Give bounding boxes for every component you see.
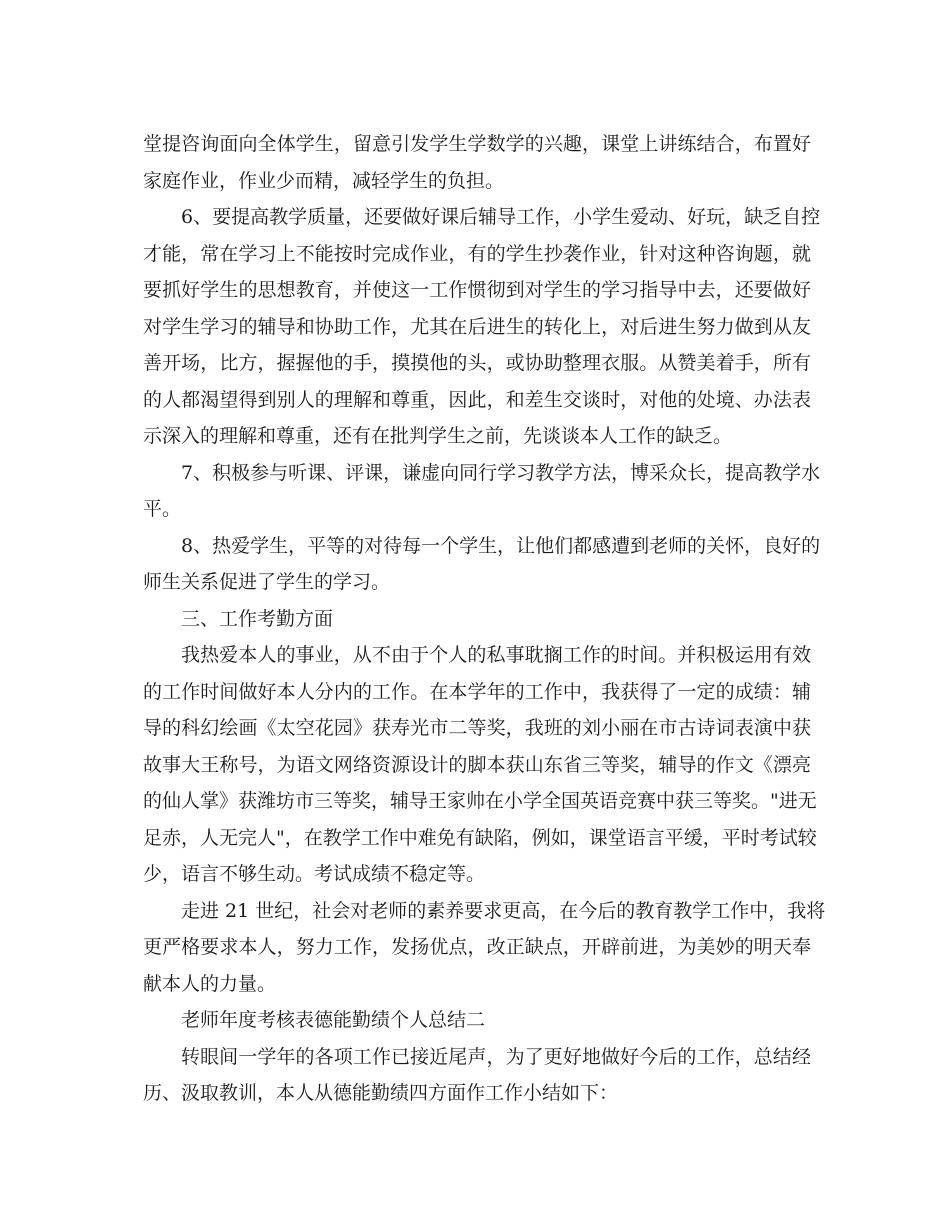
text-line: 善开场，比方，握握他的手，摸摸他的头，或协助整理衣服。从赞美着手，所有 — [143, 352, 811, 374]
text-line: 要抓好学生的思想教育，并使这一工作惯彻到对学生的学习指导中去，还要做好 — [143, 279, 811, 301]
text-line: 更严格要求本人，努力工作，发扬优点，改正缺点，开辟前进，为美妙的明天奉 — [143, 936, 811, 958]
text-line: 的工作时间做好本人分内的工作。在本学年的工作中，我获得了一定的成绩：辅 — [143, 680, 811, 703]
text-line: 献本人的力量。 — [143, 972, 277, 995]
text-line: 师生关系促进了学生的学习。 — [143, 571, 391, 593]
text-line: 的仙人掌》获潍坊市三等奖，辅导王家帅在小学全国英语竞赛中获三等奖。"进无 — [143, 790, 817, 812]
text-line: 少，语言不够生动。考试成绩不稳定等。 — [143, 863, 486, 885]
text-line: 6、要提高教学质量，还要做好课后辅导工作，小学生爱动、好玩，缺乏自控 — [181, 206, 821, 228]
text-line: 转眼间一学年的各项工作已接近尾声，为了更好地做好今后的工作，总结经 — [181, 1045, 811, 1068]
text-line: 8、热爱学生，平等的对待每一个学生，让他们都感遭到老师的关怀，良好的 — [181, 534, 821, 557]
text-line: 对学生学习的辅导和协助工作，尤其在后进生的转化上，对后进生努力做到从友 — [143, 315, 811, 338]
text-line: 故事大王称号，为语文网络资源设计的脚本获山东省三等奖，辅导的作文《漂亮 — [143, 753, 811, 776]
text-line: 家庭作业，作业少而精，减轻学生的负担。 — [143, 169, 505, 192]
text-line: 三、工作考勤方面 — [181, 607, 334, 630]
text-line: 的人都渴望得到别人的理解和尊重，因此，和差生交谈时，对他的处境、办法表 — [143, 388, 811, 411]
document-body — [143, 126, 826, 1112]
text-line: 示深入的理解和尊重，还有在批判学生之前，先谈谈本人工作的缺乏。 — [143, 425, 733, 447]
text-line: 7、积极参与听课、评课，谦虚向同行学习教学方法，博采众长，提高教学水 — [181, 461, 821, 484]
text-line: 老师年度考核表德能勤绩个人总结二 — [181, 1009, 486, 1031]
text-line: 走进 21 世纪，社会对老师的素养要求更高，在今后的教育教学工作中，我将 — [181, 899, 826, 922]
text-line: 足赤，人无完人"，在教学工作中难免有缺陷，例如，课堂语言平缓，平时考试较 — [143, 826, 817, 849]
text-line: 才能，常在学习上不能按时完成作业，有的学生抄袭作业，针对这种咨询题，就 — [143, 242, 811, 265]
text-line: 平。 — [143, 498, 182, 520]
text-line: 我热爱本人的事业，从不由于个人的私事耽搁工作的时间。并积极运用有效 — [181, 644, 811, 666]
text-line: 导的科幻绘画《太空花园》获寿光市二等奖，我班的刘小丽在市古诗词表演中获 — [143, 717, 811, 739]
text-line: 堂提咨询面向全体学生，留意引发学生学数学的兴趣，课堂上讲练结合，布置好 — [143, 133, 811, 155]
text-line: 历、汲取教训，本人从德能勤绩四方面作工作小结如下： — [143, 1082, 619, 1104]
